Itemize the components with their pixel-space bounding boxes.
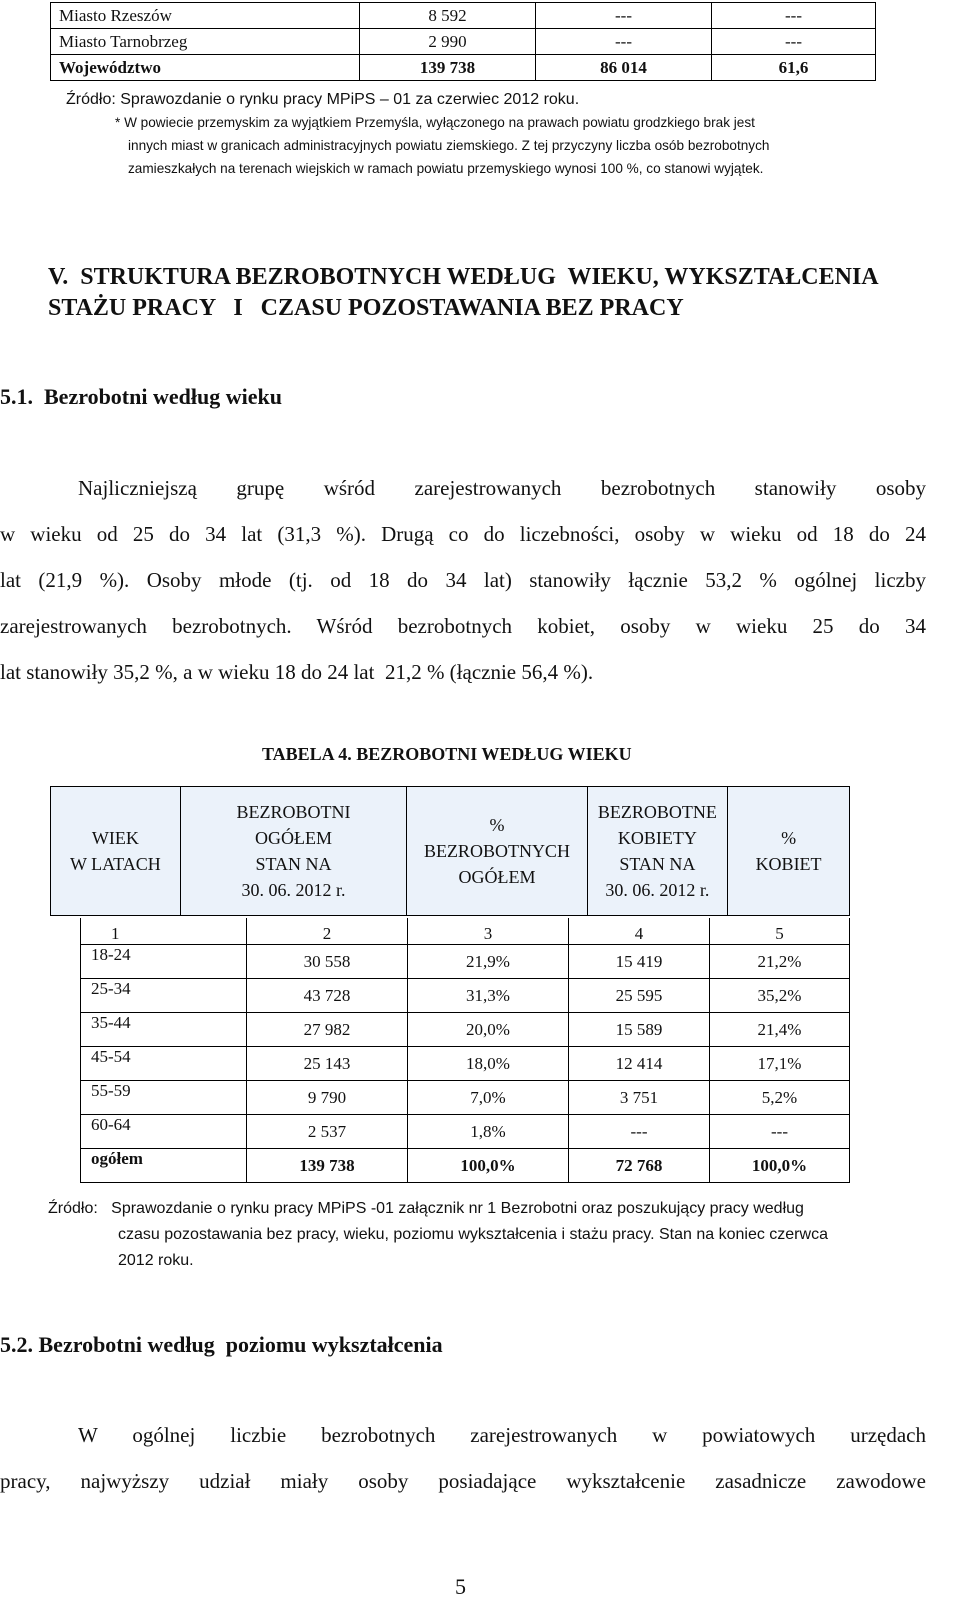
table-title: TABELA 4. BEZROBOTNI WEDŁUG WIEKU (262, 744, 632, 764)
header-text: OGÓŁEM (458, 867, 536, 887)
header-text: BEZROBOTNYCH (423, 841, 570, 861)
row-value: 8 592 (360, 3, 536, 29)
age-cell: 55-59 (81, 1081, 247, 1115)
table-row (81, 1013, 850, 1047)
age-cell: 18-24 (81, 945, 247, 979)
header-text: STAN NA (619, 854, 696, 874)
county-summary-table (50, 2, 876, 81)
header-text: % (489, 815, 505, 835)
column-number: 2 (247, 918, 408, 945)
column-number: 3 (408, 918, 569, 945)
header-age (51, 787, 181, 916)
pct-cell: 21,9% (408, 945, 569, 979)
header-women (587, 787, 728, 916)
header-text: BEZROBOTNE (597, 802, 717, 822)
table-row (81, 945, 850, 979)
table-row (51, 3, 876, 29)
row-value: 139 738 (360, 55, 536, 81)
paragraph-line: W ogólnej liczbie bezrobotnych zarejestrowanych w powiatowych urzędach (78, 1423, 926, 1447)
pct-women-cell: 100,0% (710, 1149, 850, 1183)
header-pct-women (728, 787, 850, 916)
source-line: czasu pozostawania bez pracy, wieku, poziomu wykształcenia i stażu pracy. Stan na koniec czerwca (118, 1226, 828, 1243)
women-cell: 72 768 (569, 1149, 710, 1183)
header-total (180, 787, 407, 916)
pct-cell: 7,0% (408, 1081, 569, 1115)
pct-cell: 20,0% (408, 1013, 569, 1047)
header-text: KOBIETY (617, 828, 697, 848)
header-text: 30. 06. 2012 r. (241, 880, 346, 900)
age-table-body (80, 918, 850, 1183)
paragraph-age (0, 465, 926, 695)
table-source: Źródło: Sprawozdanie o rynku pracy MPiPS – 01 za czerwiec 2012 roku. (66, 91, 580, 108)
paragraph-education (0, 1412, 926, 1504)
header-text: KOBIET (755, 854, 822, 874)
row-value: 86 014 (536, 55, 712, 81)
paragraph-line: lat (21,9 %). Osoby młode (tj. od 18 do 34 lat) stanowiły łącznie 53,2 % ogólnej liczby (0, 568, 926, 592)
age-cell: 35-44 (81, 1013, 247, 1047)
header-pct-total (407, 787, 587, 916)
source-line: 2012 roku. (118, 1252, 194, 1269)
table-row (81, 979, 850, 1013)
pct-women-cell: 17,1% (710, 1047, 850, 1081)
total-cell: 30 558 (247, 945, 408, 979)
total-cell: 27 982 (247, 1013, 408, 1047)
table-row (81, 1081, 850, 1115)
paragraph-line: w wieku od 25 do 34 lat (31,3 %). Drugą co do liczebności, osoby w wieku od 18 do 24 (0, 522, 926, 546)
column-number: 5 (710, 918, 850, 945)
row-value: 2 990 (360, 29, 536, 55)
row-value: --- (712, 29, 876, 55)
pct-cell: 18,0% (408, 1047, 569, 1081)
chapter-heading (48, 262, 879, 324)
section-heading: 5.2. Bezrobotni według poziomu wykształcenia (0, 1332, 443, 1357)
column-number: 4 (569, 918, 710, 945)
paragraph-line: zarejestrowanych bezrobotnych. Wśród bezrobotnych kobiet, osoby w wieku 25 do 34 (0, 614, 926, 638)
pct-women-cell: 21,2% (710, 945, 850, 979)
paragraph-line: Najliczniejszą grupę wśród zarejestrowanych bezrobotnych stanowiły osoby (78, 476, 926, 500)
age-table-header (50, 786, 850, 916)
row-value: --- (536, 3, 712, 29)
source-line: Sprawozdanie o rynku pracy MPiPS -01 załącznik nr 1 Bezrobotni oraz poszukujący pracy według (111, 1200, 804, 1217)
paragraph-line: pracy, najwyższy udział miały osoby posiadające wykształcenie zasadnicze zawodowe (0, 1469, 926, 1493)
table-footnote (115, 111, 895, 180)
footnote-line: innych miast w granicach administracyjnych powiatu ziemskiego. Z tej przyczyny liczba osób bezrobotnych (128, 138, 770, 153)
pct-cell: 31,3% (408, 979, 569, 1013)
table-row (81, 1047, 850, 1081)
women-cell: 15 589 (569, 1013, 710, 1047)
total-cell: 25 143 (247, 1047, 408, 1081)
women-cell: 3 751 (569, 1081, 710, 1115)
pct-women-cell: 35,2% (710, 979, 850, 1013)
table-row (81, 1115, 850, 1149)
header-text: % (781, 828, 797, 848)
footnote-line: zamieszkałych na terenach wiejskich w ramach powiatu przemyskiego wynosi 100 %, co stanowi wyjątek. (128, 161, 764, 176)
table-total-row (51, 55, 876, 81)
pct-women-cell: 21,4% (710, 1013, 850, 1047)
table-source (48, 1196, 828, 1274)
header-text: OGÓŁEM (255, 828, 333, 848)
table-row (51, 29, 876, 55)
pct-women-cell: --- (710, 1115, 850, 1149)
row-value: 61,6 (712, 55, 876, 81)
chapter-heading-line: V. STRUKTURA BEZROBOTNYCH WEDŁUG WIEKU, WYKSZTAŁCENIA (48, 264, 879, 290)
pct-women-cell: 5,2% (710, 1081, 850, 1115)
paragraph-line: lat stanowiły 35,2 %, a w wieku 18 do 24 lat 21,2 % (łącznie 56,4 %). (0, 660, 594, 684)
section-heading: 5.1. Bezrobotni według wieku (0, 384, 282, 409)
women-cell: 12 414 (569, 1047, 710, 1081)
header-text: W LATACH (69, 854, 161, 874)
chapter-heading-line: STAŻU PRACY I CZASU POZOSTAWANIA BEZ PRACY (48, 295, 684, 321)
header-text: STAN NA (255, 854, 332, 874)
table-total-row (81, 1149, 850, 1183)
header-text: BEZROBOTNI (236, 802, 351, 822)
row-name: Miasto Rzeszów (51, 3, 360, 29)
row-value: --- (536, 29, 712, 55)
women-cell: 25 595 (569, 979, 710, 1013)
women-cell: --- (569, 1115, 710, 1149)
column-number-row (81, 918, 850, 945)
row-value: --- (712, 3, 876, 29)
age-cell: 60-64 (81, 1115, 247, 1149)
source-label: Źródło: (48, 1200, 98, 1217)
header-text: 30. 06. 2012 r. (605, 880, 710, 900)
header-text: WIEK (91, 828, 139, 848)
row-name: Województwo (51, 55, 360, 81)
total-cell: 2 537 (247, 1115, 408, 1149)
age-cell: ogółem (81, 1149, 247, 1183)
pct-cell: 1,8% (408, 1115, 569, 1149)
total-cell: 139 738 (247, 1149, 408, 1183)
women-cell: 15 419 (569, 945, 710, 979)
page-number: 5 (455, 1574, 466, 1599)
age-cell: 25-34 (81, 979, 247, 1013)
total-cell: 9 790 (247, 1081, 408, 1115)
row-name: Miasto Tarnobrzeg (51, 29, 360, 55)
pct-cell: 100,0% (408, 1149, 569, 1183)
footnote-line: * W powiecie przemyskim za wyjątkiem Przemyśla, wyłączonego na prawach powiatu grodzkiego brak jest (115, 115, 755, 130)
total-cell: 43 728 (247, 979, 408, 1013)
column-number: 1 (81, 918, 247, 945)
age-cell: 45-54 (81, 1047, 247, 1081)
